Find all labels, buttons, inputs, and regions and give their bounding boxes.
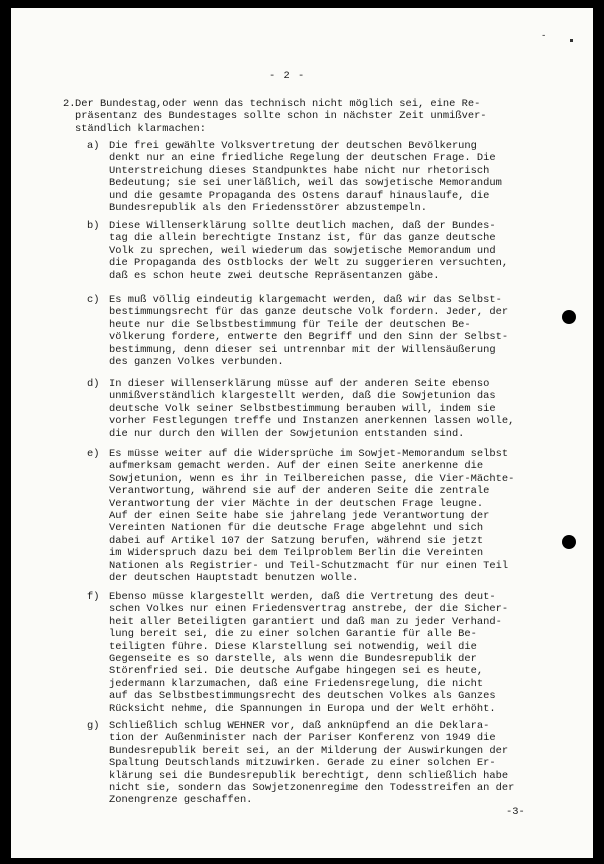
item-label: a) (87, 140, 100, 152)
intro-paragraph (63, 98, 563, 135)
text-line: daß es schon heute zwei deutsche Repräsentanzen gäbe. (109, 269, 440, 282)
text-line: Spaltung Deutschlands mitzuwirken. Gerade zu einer solchen Er- (109, 757, 496, 770)
continuation-marker: -3- (506, 806, 525, 818)
text-line: ständlich klarmachen: (75, 122, 206, 135)
item-label: g) (87, 720, 100, 732)
text-line: Bundesrepublik bereit sei, an der Milderung der Auswirkungen der (109, 744, 509, 757)
text-line: heute nur die Selbstbestimmung für Teile der deutschen Be- (109, 318, 471, 331)
text-line: der deutschen Hauptstadt benutzen wolle. (109, 572, 359, 585)
text-line: bestimmung, denn dieser sei untrennbar mit der Willensäußerung (109, 343, 496, 356)
text-line: Unterstreichung dieses Standpunktes habe nicht nur rhetorisch (109, 164, 490, 177)
text-line: völkerung fordere, entwerte den Begriff und den Sinn der Selbst- (109, 331, 509, 344)
text-line: Bundesrepublik als den Friedensstörer abzustempeln. (109, 202, 428, 215)
item-label: c) (87, 294, 100, 306)
item-label: e) (87, 448, 100, 460)
text-line: die Propaganda des Ostblocks der Welt zu suggerieren versuchten, (109, 257, 509, 270)
text-line: Gegenseite es so darstelle, als wenn die Bundesrepublik der (109, 653, 477, 666)
text-line: im Widerspruch dazu bei dem Teilproblem Berlin die Vereinten (109, 547, 484, 560)
text-line: Schließlich schlug WEHNER vor, daß anknüpfend an die Deklara- (109, 720, 490, 732)
text-line: deutsche Volk seiner Selbstbestimmung berauben will, indem sie (109, 402, 496, 415)
text-line: tion der Außenminister nach der Pariser Konferenz von 1949 die (109, 732, 496, 745)
scan-speck (570, 39, 573, 42)
list-item-c (87, 294, 567, 368)
list-item-a (87, 140, 567, 214)
text-line: Vereinten Nationen für die deutsche Frage abgelehnt und sich (109, 522, 484, 535)
text-line: Zonengrenze geschaffen. (109, 794, 253, 807)
item-label: d) (87, 378, 100, 390)
text-line: Bedeutung; sie sei unerläßlich, weil das sowjetische Memorandum (109, 177, 502, 190)
text-line: tag die allein berechtigte Instanz ist, für das ganze deutsche (109, 232, 496, 245)
text-line: die nur durch den Willen der Sowjetunion entstanden sind. (109, 427, 465, 440)
corner-mark: - (541, 31, 547, 41)
text-line: unmißverständlich klargestellt werden, daß die Sowjetunion das (109, 390, 496, 403)
page-number: - 2 - (269, 70, 306, 82)
intro-number: 2. (63, 98, 76, 110)
list-item-b (87, 220, 567, 282)
text-line: bestimmungsrecht für das ganze deutsche Volk fordern. Jeder, der (109, 306, 509, 319)
punch-hole (562, 535, 576, 549)
text-line: Diese Willenserklärung sollte deutlich machen, daß der Bundes- (109, 220, 496, 232)
list-item-g (87, 720, 567, 807)
text-line: dabei auf Artikel 107 der Satzung berufen, während sie jetzt (109, 534, 484, 547)
text-line: Es müsse weiter auf die Widersprüche im Sowjet-Memorandum selbst (109, 448, 509, 460)
text-line: präsentanz des Bundestages sollte schon in nächster Zeit unmißver- (75, 110, 487, 123)
list-item-f (87, 591, 567, 715)
text-line: schen Volkes nur einen Friedensvertrag anstrebe, der die Sicher- (109, 603, 509, 616)
text-line: heit aller Beteiligten garantiert und daß man zu jeder Verhand- (109, 615, 502, 628)
text-line: Ebenso müsse klargestellt werden, daß die Vertretung des deut- (109, 591, 496, 603)
text-line: teiligten führe. Diese Klarstellung sei notwendig, weil die (109, 640, 477, 653)
text-line: aufmerksam gemacht werden. Auf der einen Seite anerkenne die (109, 460, 484, 473)
text-line: lung bereit sei, die zu einer solchen Garantie für alle Be- (109, 628, 477, 641)
text-line: des ganzen Volkes verbunden. (109, 356, 284, 369)
punch-hole (562, 310, 576, 324)
text-line: und die gesamte Propaganda des Ostens darauf hinauslaufe, die (109, 189, 490, 202)
text-line: denkt nur an eine friedliche Regelung der deutschen Frage. Die (109, 152, 496, 165)
text-line: nicht sie, sondern das Sowjetzonenregime den Todesstreifen an der (109, 782, 515, 795)
text-line: Es muß völlig eindeutig klargemacht werden, daß wir das Selbst- (109, 294, 502, 306)
text-line: klärung sei die Bundesrepublik berechtigt, denn schließlich habe (109, 769, 509, 782)
text-line: Der Bundestag,oder wenn das technisch nicht möglich sei, eine Re- (75, 98, 481, 110)
item-label: b) (87, 220, 100, 232)
text-line: Verantwortung der vier Mächte in der deutschen Frage leugne. (109, 497, 484, 510)
text-line: Volk zu sprechen, weil wiederum das sowjetische Memorandum und (109, 244, 496, 257)
text-line: In dieser Willenserklärung müsse auf der anderen Seite ebenso (109, 378, 490, 390)
text-line: Verantwortung, während sie auf der anderen Seite die zentrale (109, 485, 490, 498)
text-line: Störenfried sei. Die deutsche Aufgabe hingegen sei es heute, (109, 665, 484, 678)
list-item-e (87, 448, 567, 584)
text-line: Auf der einen Seite habe sie jahrelang jede Verantwortung der (109, 510, 490, 523)
text-line: auf das Selbstbestimmungsrecht des deutschen Volkes als Ganzes (109, 690, 496, 703)
text-line: Die frei gewählte Volksvertretung der deutschen Bevölkerung (109, 140, 477, 152)
text-line: jedermann klarzumachen, daß eine Friedensregelung, die nicht (109, 677, 484, 690)
text-line: vorher Festlegungen treffe und Instanzen anerkennen lassen wolle, (109, 415, 515, 428)
text-line: Sowjetunion, wenn es ihr in Teilbereichen passe, die Vier-Mächte- (109, 472, 515, 485)
item-label: f) (87, 591, 100, 603)
list-item-d (87, 378, 567, 440)
text-line: Rücksicht nehme, die Spannungen in Europa und der Welt erhöht. (109, 702, 496, 715)
document-page (11, 8, 593, 858)
text-line: Nationen als Registrier- und Teil-Schutzmacht für nur einen Teil (109, 559, 509, 572)
